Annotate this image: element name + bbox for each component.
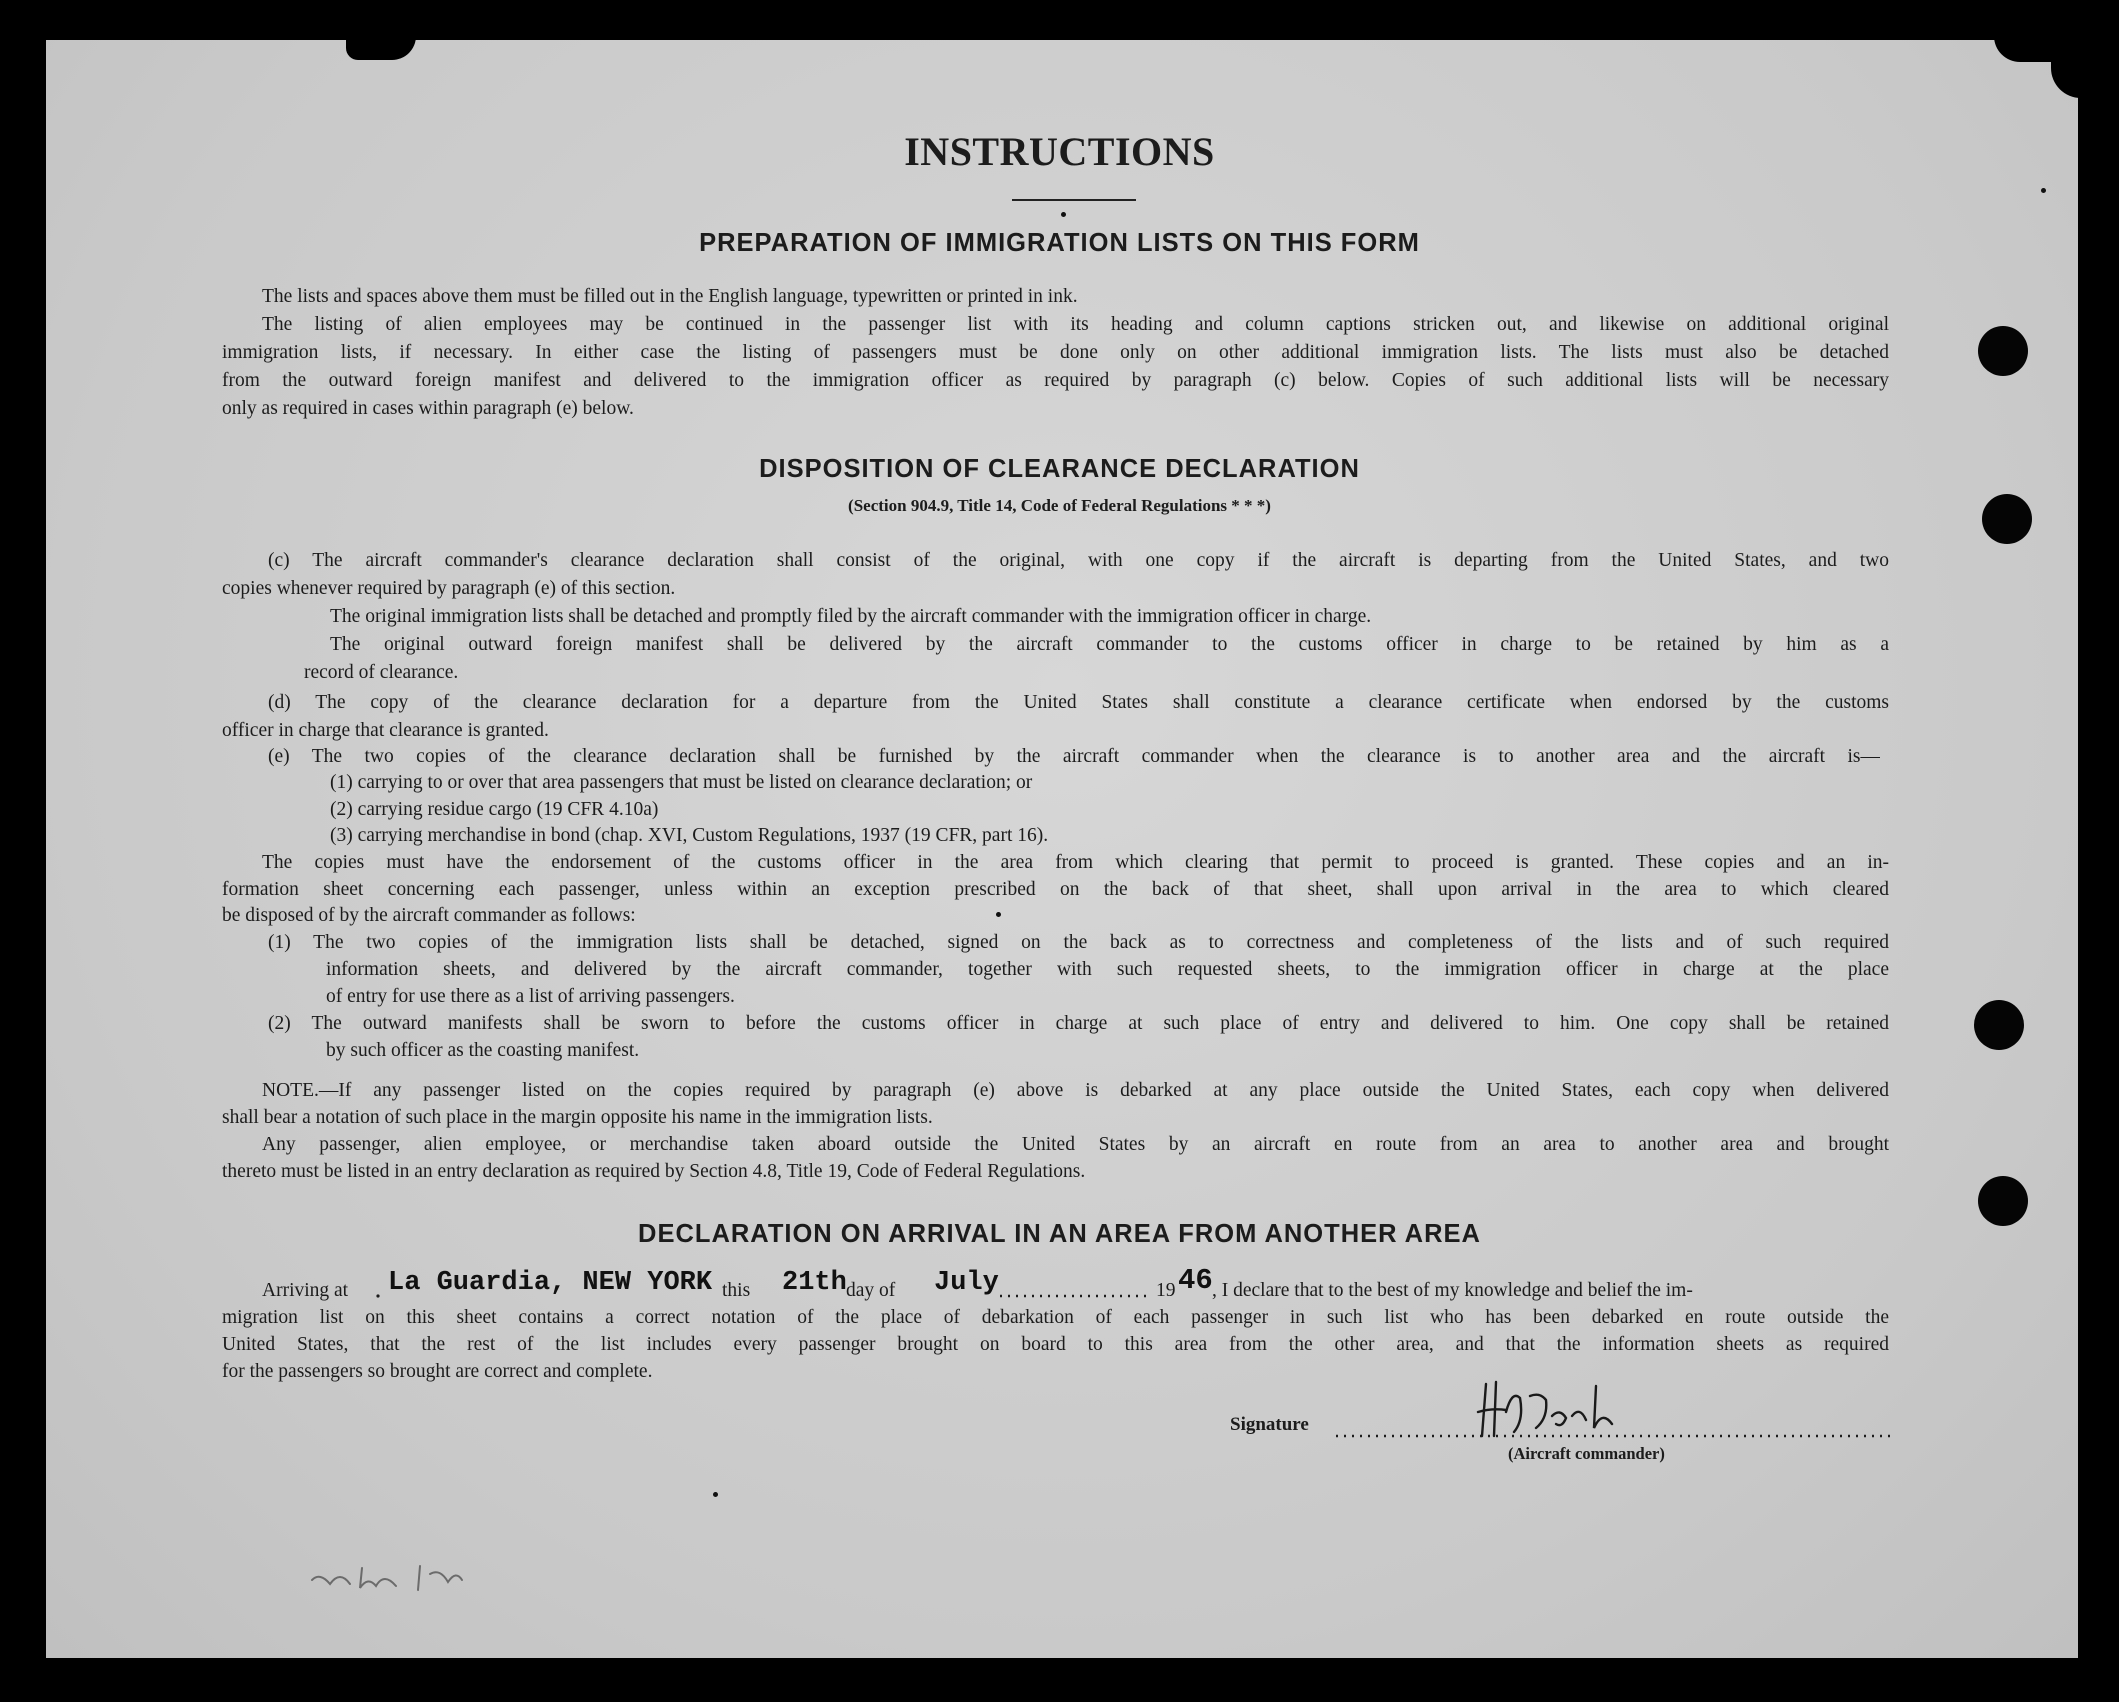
disposition-line: The original outward foreign manifest shall be delivered by the aircraft commander to the customs officer in charge to be retained by him as a	[330, 634, 1889, 655]
disposition-line: (1) carrying to or over that area passengers that must be listed on clearance declaration; or	[330, 772, 1033, 793]
punch-hole	[1978, 326, 2028, 376]
preparation-line: from the outward foreign manifest and delivered to the immigration officer as required by paragraph (c) below. Copies of such additional lists will be necessary	[222, 370, 1889, 391]
disposition-line: (e) The two copies of the clearance declaration shall be furnished by the aircraft commander when the clearance is to another area and the aircraft is—	[268, 746, 1880, 767]
disposition-subheading: (Section 904.9, Title 14, Code of Federal Regulations * * *)	[848, 496, 1271, 515]
declaration-line: migration list on this sheet contains a correct notation of the place of debarkation of each passenger in such list who has been debarked en route outside the	[222, 1307, 1889, 1328]
disposition-line: be disposed of by the aircraft commander as follows:	[222, 905, 636, 926]
punch-hole	[1978, 1176, 2028, 1226]
disposition-line: (d) The copy of the clearance declaration for a departure from the United States shall constitute a clearance certificate when endorsed by the customs	[268, 692, 1889, 713]
note-line: shall bear a notation of such place in the margin opposite his name in the immigration lists.	[222, 1107, 933, 1128]
ink-speck	[2041, 188, 2046, 193]
disposition-line: (2) carrying residue cargo (19 CFR 4.10a)	[330, 799, 659, 820]
punch-hole	[1974, 1000, 2024, 1050]
declaration-heading: DECLARATION ON ARRIVAL IN AN AREA FROM ANOTHER AREA	[638, 1220, 1481, 1248]
declaration-line: United States, that the rest of the list includes every passenger brought on board to this area from the other area, and that the information sheets as required	[222, 1334, 1889, 1355]
torn-edge	[346, 36, 416, 60]
this-label: this	[722, 1280, 751, 1301]
ink-speck	[713, 1492, 718, 1497]
page-title: INSTRUCTIONS	[904, 129, 1215, 174]
arrival-place: La Guardia, NEW YORK	[388, 1268, 713, 1298]
note-line: Any passenger, alien employee, or merchandise taken aboard outside the United States by an aircraft en route from an area to another area and brought	[262, 1134, 1889, 1155]
note-line: NOTE.—If any passenger listed on the copies required by paragraph (e) above is debarked at any place outside the United States, each copy when delivered	[262, 1080, 1889, 1101]
preparation-line: immigration lists, if necessary. In either case the listing of passengers must be done only on other additional immigration lists. The lists must also be detached	[222, 342, 1889, 363]
declaration-line: for the passengers so brought are correct and complete.	[222, 1361, 653, 1382]
signature-caption: (Aircraft commander)	[1508, 1444, 1665, 1463]
note-line: thereto must be listed in an entry declaration as required by Section 4.8, Title 19, Code of Federal Regulations.	[222, 1161, 1086, 1182]
declaration-first-line: , I declare that to the best of my knowledge and belief the im-	[1212, 1280, 1693, 1301]
arrival-month: July	[934, 1268, 999, 1298]
document-sheet	[46, 40, 2078, 1658]
preparation-line: only as required in cases within paragraph (e) below.	[222, 398, 634, 419]
disposition-line: by such officer as the coasting manifest.	[326, 1040, 640, 1061]
disposition-line: formation sheet concerning each passenger, unless within an exception prescribed on the back of that sheet, shall upon arrival in the area to which cleared	[222, 879, 1889, 900]
disposition-line: (2) The outward manifests shall be sworn to before the customs officer in charge at such place of entry and delivered to him. One copy shall be retained	[268, 1013, 1889, 1034]
disposition-line: The copies must have the endorsement of the customs officer in the area from which clearing that permit to proceed is granted. These copies and an in-	[262, 852, 1889, 873]
disposition-line: record of clearance.	[304, 662, 459, 683]
disposition-line: The original immigration lists shall be detached and promptly filed by the aircraft commander with the immigration officer in charge.	[330, 606, 1372, 627]
disposition-line: of entry for use there as a list of arriving passengers.	[326, 986, 735, 1007]
signature-label: Signature	[1230, 1414, 1309, 1435]
disposition-heading: DISPOSITION OF CLEARANCE DECLARATION	[759, 455, 1360, 483]
disposition-line: information sheets, and delivered by the aircraft commander, together with such requested sheets, to the immigration officer in charge at the place	[326, 959, 1889, 980]
year-prefix: 19	[1156, 1280, 1176, 1301]
ink-speck	[1061, 212, 1066, 217]
arrival-day: 21th	[782, 1268, 847, 1298]
preparation-heading: PREPARATION OF IMMIGRATION LISTS ON THIS FORM	[699, 229, 1420, 257]
disposition-line: (1) The two copies of the immigration lists shall be detached, signed on the back as to correctness and completeness of the lists and of such required	[268, 932, 1889, 953]
disposition-line: copies whenever required by paragraph (e) of this section.	[222, 578, 676, 599]
torn-edge	[2051, 58, 2091, 98]
disposition-line: (c) The aircraft commander's clearance declaration shall consist of the original, with one copy if the aircraft is departing from the United States, and two	[268, 550, 1889, 571]
ink-speck	[996, 912, 1001, 917]
disposition-line: (3) carrying merchandise in bond (chap. XVI, Custom Regulations, 1937 (19 CFR, part 16).	[330, 825, 1049, 846]
day-label: day of	[846, 1280, 896, 1301]
arriving-label: Arriving at	[262, 1280, 349, 1301]
disposition-line: officer in charge that clearance is granted.	[222, 720, 549, 741]
arrival-year: 46	[1178, 1264, 1213, 1297]
preparation-line: The listing of alien employees may be continued in the passenger list with its heading and column captions stricken out, and likewise on additional original	[262, 314, 1889, 335]
title-underline	[1012, 199, 1136, 201]
preparation-line: The lists and spaces above them must be filled out in the English language, typewritten or printed in ink.	[262, 286, 1078, 307]
